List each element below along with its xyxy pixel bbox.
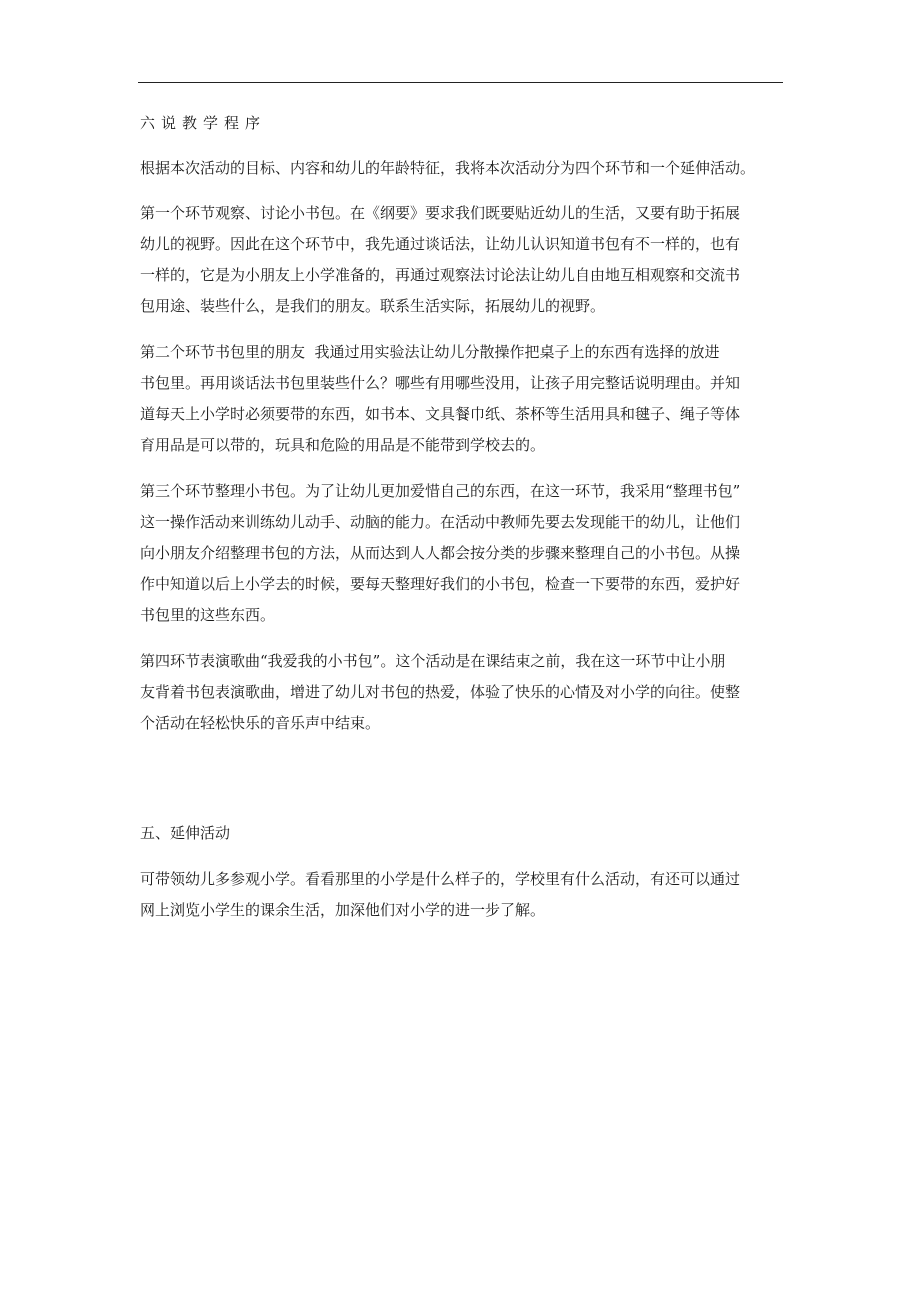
text-line: 第二个环节书包里的朋友 我通过用实验法让幼儿分散操作把桌子上的东西有选择的放进 [140,343,720,361]
paragraph-step1 [140,198,785,322]
text-line: 网上浏览小学生的课余生活，加深他们对小学的进一步了解。 [140,901,546,919]
text-line: 育用品是可以带的，玩具和危险的用品是不能带到学校去的。 [140,436,546,454]
section-heading-teaching-procedure: 六说教学程序 [140,114,267,132]
text-line: 包用途、装些什么，是我们的朋友。联系生活实际，拓展幼儿的视野。 [140,297,606,315]
paragraph-step3 [140,476,785,631]
section-heading-extension: 五、延伸活动 [140,824,231,842]
text-line: 道每天上小学时必须要带的东西，如书本、文具餐巾纸、茶杯等生活用具和毽子、绳子等体 [140,405,741,423]
document-body [140,108,785,926]
paragraph-step4 [140,646,785,739]
text-line: 向小朋友介绍整理书包的方法，从而达到人人都会按分类的步骤来整理自己的小书包。从操 [140,544,741,562]
text-line: 第一个环节观察、讨论小书包。在《纲要》要求我们既要贴近幼儿的生活，又要有助于拓展 [140,204,741,222]
text-line: 作中知道以后上小学去的时候，要每天整理好我们的小书包，检查一下要带的东西，爱护好 [140,575,741,593]
paragraph-step2 [140,337,785,461]
text-line: 一样的，它是为小朋友上小学准备的，再通过观察法讨论法让幼儿自由地互相观察和交流书 [140,266,741,284]
text-line: 第三个环节整理小书包。为了让幼儿更加爱惜自己的东西，在这一环节，我采用“整理书包” [140,482,741,500]
text-line: 第四环节表演歌曲“我爱我的小书包”。这个活动是在课结束之前，我在这一环节中让小朋 [140,652,726,670]
text-line: 书包里。再用谈话法书包里装些什么？哪些有用哪些没用，让孩子用完整话说明理由。并知 [140,374,741,392]
header-rule [138,82,783,83]
text-line: 根据本次活动的目标、内容和幼儿的年龄特征，我将本次活动分为四个环节和一个延伸活动。 [140,159,756,177]
text-line: 可带领幼儿多参观小学。看看那里的小学是什么样子的，学校里有什么活动，有还可以通过 [140,870,741,888]
text-line: 友背着书包表演歌曲，增进了幼儿对书包的热爱，体验了快乐的心情及对小学的向往。使整 [140,683,741,701]
text-line: 这一操作活动来训练幼儿动手、动脑的能力。在活动中教师先要去发现能干的幼儿，让他们 [140,513,741,531]
paragraph-extension [140,864,785,926]
text-line: 书包里的这些东西。 [140,606,276,624]
text-line: 个活动在轻松快乐的音乐声中结束。 [140,714,381,732]
text-line: 幼儿的视野。因此在这个环节中，我先通过谈话法，让幼儿认识知道书包有不一样的，也有 [140,235,741,253]
paragraph-intro [140,153,785,184]
